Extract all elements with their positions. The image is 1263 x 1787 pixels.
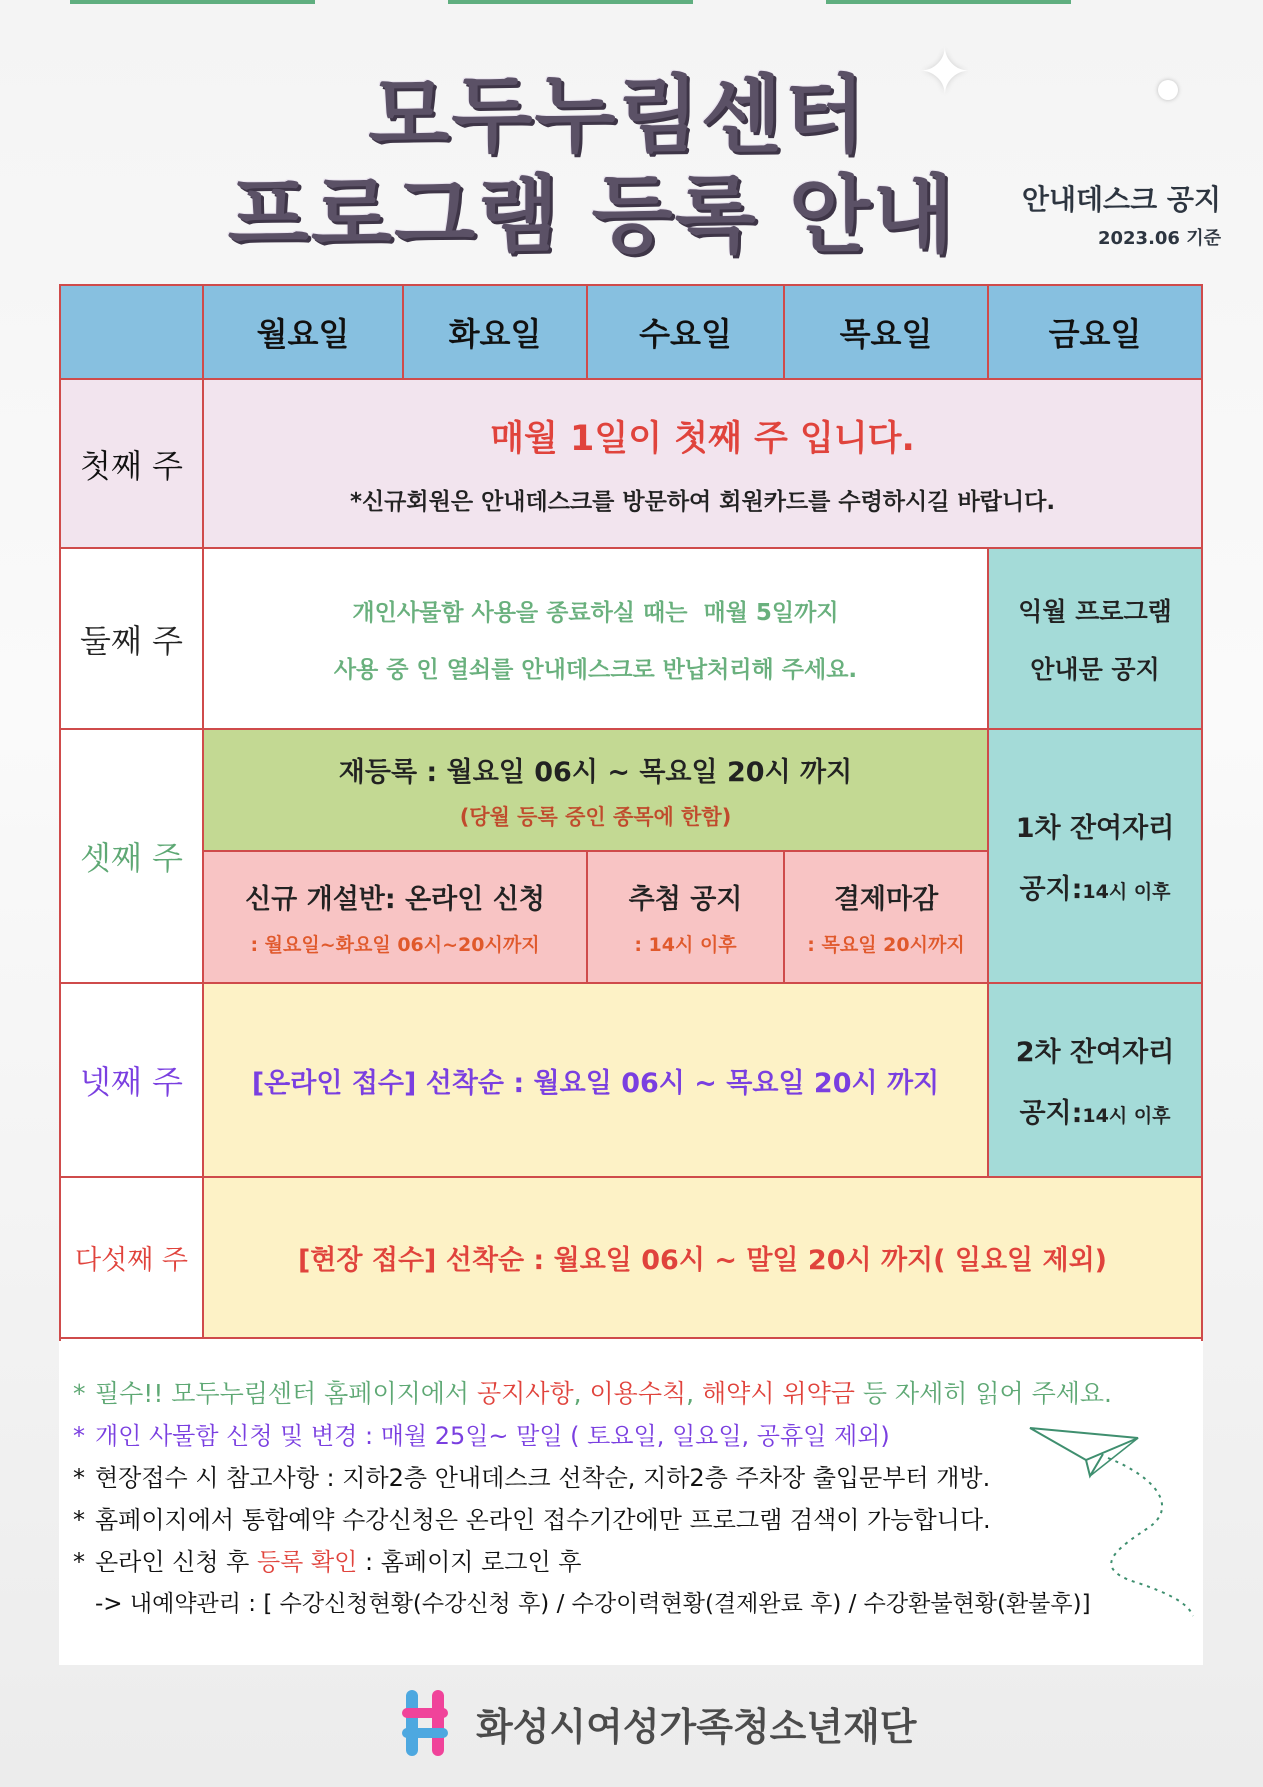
week4-side-line1: 2차 잔여자리 (1015, 1037, 1175, 1068)
week3-side-notice: 공지: (1019, 874, 1083, 905)
week3-side-line2 (1019, 867, 1170, 906)
week3-payment-sub: : 목요일 20시까지 (807, 934, 965, 956)
note-6-text: -> 내예약관리 : [ 수강신청현황(수강신청 후) / 수강이력현황(결제완료 후) / 수강환불현황(환불후)] (95, 1591, 1091, 1617)
dot-decoration (1158, 80, 1178, 100)
date-label: 2023.06 기준 (1097, 228, 1221, 249)
week1-sub: *신규회원은 안내데스크를 방문하여 회원카드를 수령하시길 바랍니다. (349, 489, 1056, 515)
week2-side-line1: 익월 프로그램 (1018, 596, 1172, 626)
week4-cell (204, 984, 989, 1178)
week2-line2: 사용 중 인 열쇠를 안내데스크로 반납처리해 주세요. (333, 656, 858, 683)
header-corner (61, 286, 204, 380)
week4-side-line2 (1019, 1091, 1170, 1130)
day-header-tue: 화요일 (404, 286, 588, 380)
day-header-thu: 목요일 (785, 286, 989, 380)
top-accent-bar (448, 0, 693, 4)
week3-payment-title: 결제마감 (833, 884, 939, 915)
week3-reregister-title: 재등록 : 월요일 06시 ~ 목요일 20시 까지 (338, 756, 853, 788)
note-5-highlight: 등록 확인 (257, 1548, 358, 1576)
note-1 (73, 1373, 1203, 1415)
week5-cell (204, 1178, 1201, 1339)
note-4-text: 홈페이지에서 통합예약 수강신청은 온라인 접수기간에만 프로그램 검색이 가능합니다. (95, 1506, 991, 1534)
note-bullet: * (73, 1379, 86, 1408)
week3-new-class-cell (204, 852, 588, 984)
day-header-wed: 수요일 (588, 286, 785, 380)
note-1-text: 필수!! 모두누림센터 홈페이지에서 (95, 1379, 477, 1408)
day-header-mon: 월요일 (204, 286, 404, 380)
week-label-1: 첫째 주 (61, 380, 204, 549)
week4-side-notice: 공지: (1019, 1098, 1083, 1129)
week1-headline: 매월 1일이 첫째 주 입니다. (490, 419, 915, 459)
note-bullet: * (73, 1422, 85, 1450)
note-bullet: * (73, 1464, 85, 1492)
top-accent-bar (826, 0, 1071, 4)
top-accent-bar (70, 0, 315, 4)
week3-lottery-sub: : 14시 이후 (634, 934, 737, 956)
week3-side-time: 14시 이후 (1082, 881, 1171, 903)
note-1-comma: , (686, 1379, 703, 1408)
note-1-highlight-notice: 공지사항 (477, 1379, 574, 1408)
note-5-text: 온라인 신청 후 (95, 1548, 257, 1576)
week5-text: [현장 접수] 선착순 : 월요일 06시 ~ 말일 20시 까지( 일요일 제외) (297, 1245, 1108, 1276)
week-label-3: 셋째 주 (61, 730, 204, 984)
week3-payment-cell (785, 852, 989, 984)
note-5-tail: : 홈페이지 로그인 후 (357, 1548, 582, 1576)
week3-side-line1: 1차 잔여자리 (1015, 813, 1175, 844)
week2-cell (204, 549, 989, 730)
week3-lottery-title: 추첨 공지 (628, 884, 743, 915)
page-subtitle: 프로그램 등록 안내 (227, 166, 956, 264)
week-label-5: 다섯째 주 (61, 1178, 204, 1339)
paper-plane-icon (1028, 1418, 1198, 1618)
note-1-tail: 등 자세히 읽어 주세요. (854, 1379, 1112, 1408)
note-2-text: 개인 사물함 신청 및 변경 : 매월 25일~ 말일 ( 토요일, 일요일, 공휴일 제외) (95, 1422, 890, 1450)
day-header-fri: 금요일 (989, 286, 1201, 380)
week4-side-cell (989, 984, 1201, 1178)
week2-side-cell (989, 549, 1201, 730)
note-bullet: * (73, 1506, 85, 1534)
page-title: 모두누림센터 (368, 66, 867, 164)
week1-cell (204, 380, 1201, 549)
week2-line1: 개인사물함 사용을 종료하실 때는 매월 5일까지 (352, 599, 839, 626)
week2-side-line2: 안내문 공지 (1030, 654, 1160, 684)
week3-new-class-sub: : 월요일~화요일 06시~20시까지 (250, 934, 540, 956)
note-3-text: 현장접수 시 참고사항 : 지하2층 안내데스크 선착순, 지하2층 주차장 출입문부터 개방. (95, 1464, 991, 1492)
sparkle-icon: ✦ (918, 36, 972, 110)
note-1-comma: , (573, 1379, 590, 1408)
note-1-highlight-penalty: 해약시 위약금 (702, 1379, 855, 1408)
week-label-4: 넷째 주 (61, 984, 204, 1178)
week3-reregister-cell (204, 730, 989, 852)
note-bullet: * (73, 1548, 85, 1576)
week4-text: [온라인 접수] 선착순 : 월요일 06시 ~ 목요일 20시 까지 (251, 1067, 940, 1099)
notice-label: 안내데스크 공지 (1021, 183, 1221, 216)
week3-side-cell (989, 730, 1201, 984)
foundation-logo (400, 1688, 450, 1758)
week3-reregister-sub: (당월 등록 중인 종목에 한함) (459, 804, 732, 829)
week4-side-time: 14시 이후 (1082, 1105, 1171, 1127)
foundation-name: 화성시여성가족청소년재단 (476, 1705, 917, 1749)
week3-new-class-title: 신규 개설반: 온라인 신청 (245, 884, 545, 915)
week3-lottery-cell (588, 852, 785, 984)
week-label-2: 둘째 주 (61, 549, 204, 730)
note-1-highlight-rules: 이용수칙 (589, 1379, 687, 1408)
